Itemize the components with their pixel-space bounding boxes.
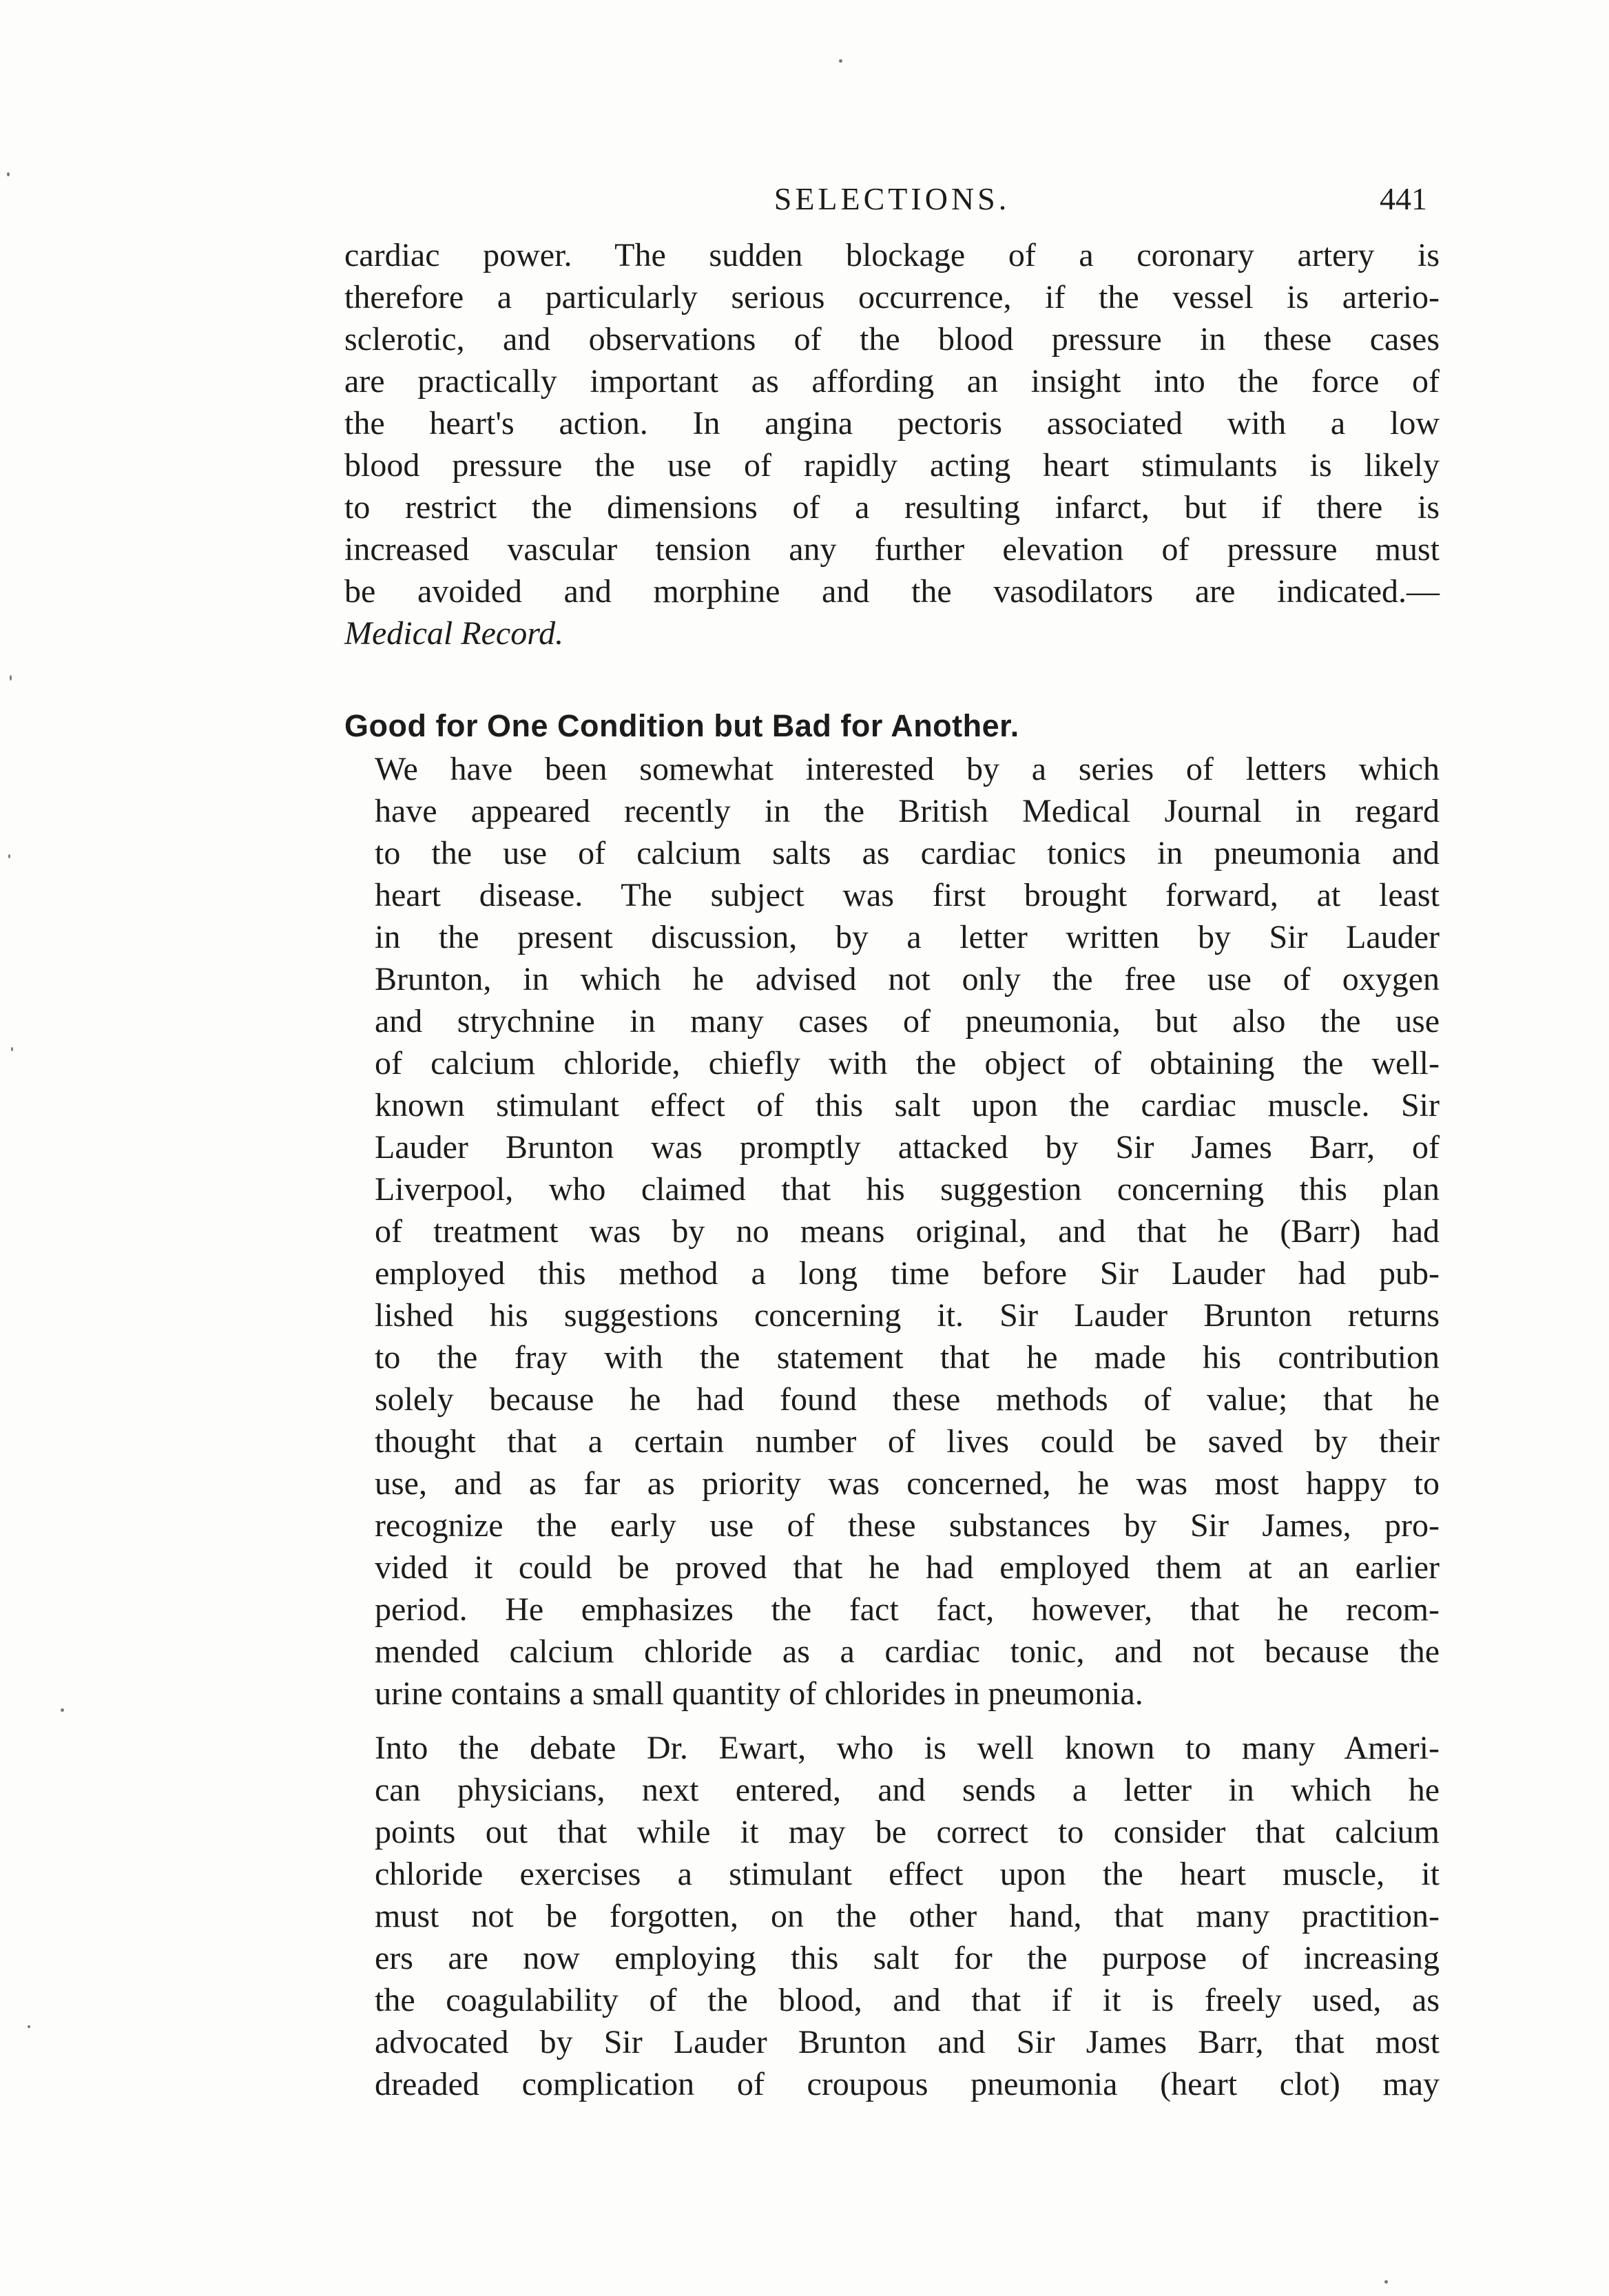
text-line: the heart's action. In angina pectoris associated with a low bbox=[344, 405, 1440, 442]
text-line: and strychnine in many cases of pneumonia, but also the use bbox=[375, 1003, 1440, 1040]
text-line: use, and as far as priority was concerned, he was most happy to bbox=[375, 1465, 1440, 1502]
text-line: employed this method a long time before Sir Lauder had pub- bbox=[375, 1255, 1440, 1292]
text-line: must not be forgotten, on the other hand, that many practition- bbox=[375, 1898, 1440, 1934]
paragraph-gap bbox=[344, 1715, 1440, 1727]
text-line: sclerotic, and observations of the blood pressure in these cases bbox=[344, 321, 1440, 358]
text-line: Brunton, in which he advised not only the free use of oxygen bbox=[375, 961, 1440, 997]
continuation-paragraph bbox=[344, 234, 1440, 654]
scan-speck bbox=[10, 675, 12, 681]
text-line: in the present discussion, by a letter written by Sir Lauder bbox=[375, 919, 1440, 955]
scan-speck bbox=[839, 59, 842, 63]
text-line: dreaded complication of croupous pneumonia (heart clot) may bbox=[375, 2066, 1440, 2102]
text-line: We have been somewhat interested by a series of letters which bbox=[375, 751, 1440, 787]
text-line: cardiac power. The sudden blockage of a coronary artery is bbox=[344, 237, 1440, 273]
text-line: advocated by Sir Lauder Brunton and Sir James Barr, that most bbox=[375, 2024, 1440, 2060]
text-line: solely because he had found these methods of value; that he bbox=[375, 1381, 1440, 1418]
text-line: recognize the early use of these substances by Sir James, pro- bbox=[375, 1507, 1440, 1544]
text-line: mended calcium chloride as a cardiac tonic, and not because the bbox=[375, 1633, 1440, 1670]
text-line: increased vascular tension any further elevation of pressure must bbox=[344, 531, 1440, 568]
article-paragraph-1 bbox=[344, 748, 1440, 1715]
article-paragraph-2 bbox=[344, 1727, 1440, 2105]
text-line: ers are now employing this salt for the purpose of increasing bbox=[375, 1940, 1440, 1976]
text-line: points out that while it may be correct to consider that calcium bbox=[375, 1814, 1440, 1850]
scan-speck bbox=[1384, 2280, 1388, 2284]
text-line: therefore a particularly serious occurrence, if the vessel is arterio- bbox=[344, 279, 1440, 316]
source-citation: Medical Record. bbox=[344, 615, 564, 652]
text-line: lished his suggestions concerning it. Sir Lauder Brunton returns bbox=[375, 1297, 1440, 1334]
text-line: to the use of calcium salts as cardiac tonics in pneumonia and bbox=[375, 835, 1440, 871]
scan-speck bbox=[8, 854, 10, 858]
text-line: are practically important as affording an insight into the force of bbox=[344, 363, 1440, 400]
article-heading: Good for One Condition but Bad for Another. bbox=[344, 708, 1019, 743]
text-line: vided it could be proved that he had employed them at an earlier bbox=[375, 1549, 1440, 1586]
text-line: heart disease. The subject was first brought forward, at least bbox=[375, 877, 1440, 913]
text-line: have appeared recently in the British Medical Journal in regard bbox=[375, 793, 1440, 829]
running-title: SELECTIONS. bbox=[774, 181, 1010, 216]
text-line: thought that a certain number of lives could be saved by their bbox=[375, 1423, 1440, 1460]
text-line: Lauder Brunton was promptly attacked by Sir James Barr, of bbox=[375, 1129, 1440, 1166]
text-line: Liverpool, who claimed that his suggestion concerning this plan bbox=[375, 1171, 1440, 1208]
scan-speck bbox=[28, 2025, 30, 2028]
scan-speck bbox=[61, 1708, 64, 1712]
text-line: known stimulant effect of this salt upon the cardiac muscle. Sir bbox=[375, 1087, 1440, 1124]
scan-speck bbox=[7, 172, 10, 176]
text-line: to restrict the dimensions of a resulting infarct, but if there is bbox=[344, 489, 1440, 526]
text-line: chloride exercises a stimulant effect upon the heart muscle, it bbox=[375, 1856, 1440, 1892]
text-line: blood pressure the use of rapidly acting heart stimulants is likely bbox=[344, 447, 1440, 484]
page bbox=[344, 180, 1440, 2105]
text-line: of treatment was by no means original, and that he (Barr) had bbox=[375, 1213, 1440, 1250]
page-number: 441 bbox=[1380, 181, 1427, 216]
text-line: the coagulability of the blood, and that if it is freely used, as bbox=[375, 1982, 1440, 2018]
text-line: period. He emphasizes the fact fact, however, that he recom- bbox=[375, 1591, 1440, 1628]
text-line: Into the debate Dr. Ewart, who is well known to many Ameri- bbox=[375, 1730, 1440, 1766]
text-line: be avoided and morphine and the vasodilators are indicated.— bbox=[344, 573, 1440, 610]
running-head bbox=[344, 180, 1440, 222]
scan-speck bbox=[11, 1047, 13, 1051]
text-line: to the fray with the statement that he made his contribution bbox=[375, 1339, 1440, 1376]
text-line: urine contains a small quantity of chlorides in pneumonia. bbox=[375, 1675, 1143, 1712]
text-line: of calcium chloride, chiefly with the object of obtaining the well- bbox=[375, 1045, 1440, 1082]
text-line: can physicians, next entered, and sends a letter in which he bbox=[375, 1772, 1440, 1808]
